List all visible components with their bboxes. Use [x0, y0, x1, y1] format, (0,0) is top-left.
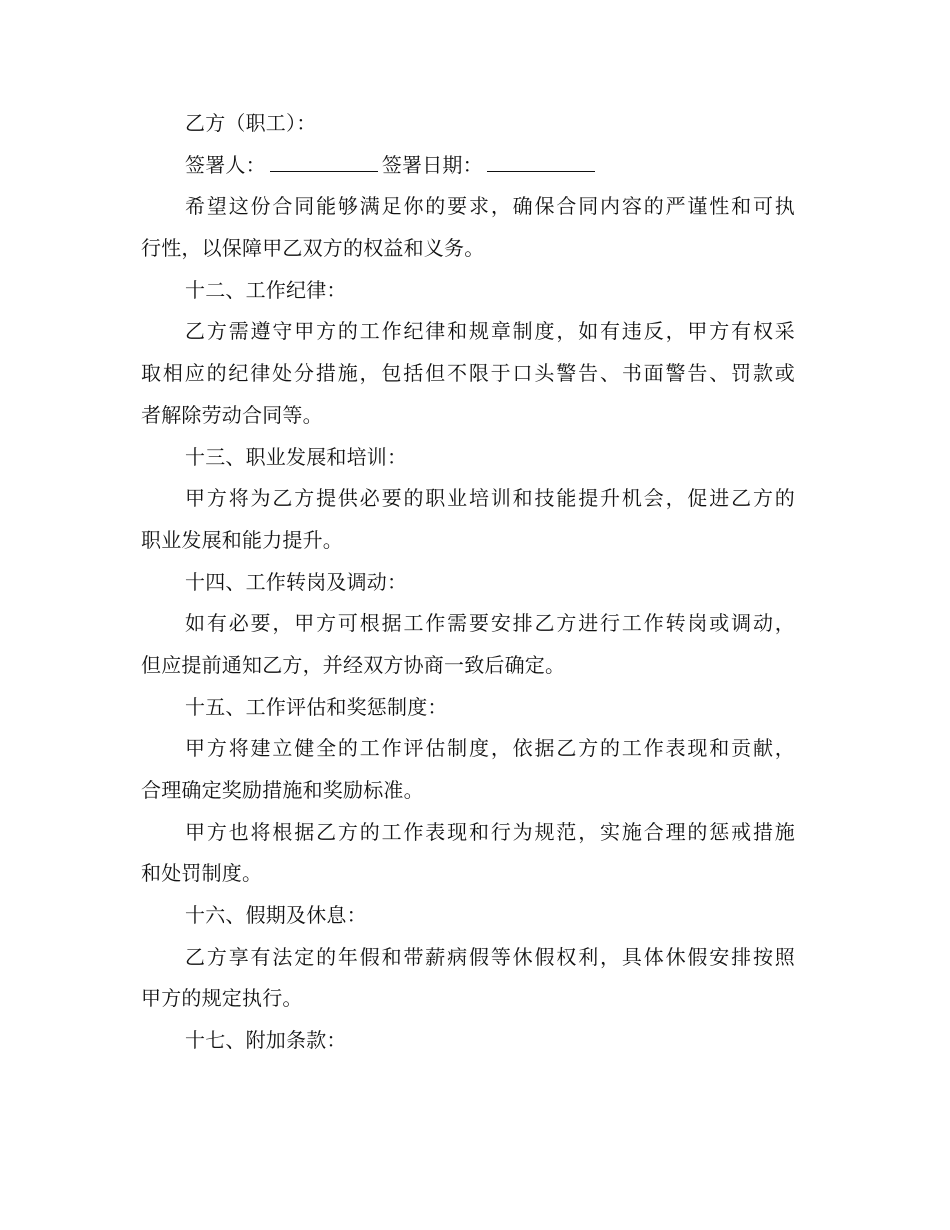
text-line: 如有必要，甲方可根据工作需要安排乙方进行工作转岗或调动， [185, 611, 795, 636]
text-line: 甲方的规定执行。 [141, 986, 303, 1011]
text-line: 甲方将为乙方提供必要的职业培训和技能提升机会，促进乙方的 [185, 486, 795, 511]
text-line: 十四、工作转岗及调动： [185, 569, 408, 594]
text-line: 但应提前通知乙方，并经双方协商一致后确定。 [141, 652, 566, 677]
text-line: 和处罚制度。 [141, 861, 263, 886]
text-line: 者解除劳动合同等。 [141, 402, 323, 427]
text-line: 十六、假期及休息： [185, 903, 367, 928]
document-body [141, 103, 795, 1062]
text-line: 乙方需遵守甲方的工作纪律和规章制度，如有违反，甲方有权采 [185, 319, 795, 344]
signer-blank-field [270, 153, 378, 172]
text-line: 取相应的纪律处分措施，包括但不限于口头警告、书面警告、罚款或 [141, 361, 795, 386]
text-line: 十七、附加条款： [185, 1028, 347, 1053]
text-line: 职业发展和能力提升。 [141, 527, 343, 552]
text-line: 乙方享有法定的年假和带薪病假等休假权利，具体休假安排按照 [185, 944, 795, 969]
text-line: 甲方也将根据乙方的工作表现和行为规范，实施合理的惩戒措施 [185, 819, 795, 844]
text-line: 十三、职业发展和培训： [185, 444, 408, 469]
text-line: 十五、工作评估和奖惩制度： [185, 694, 448, 719]
sign-date-label: 签署日期： [381, 152, 483, 177]
text-line: 乙方（职工）： [185, 111, 317, 135]
text-line: 十二、工作纪律： [185, 277, 347, 302]
sign-date-blank-field [487, 153, 595, 172]
text-line: 甲方将建立健全的工作评估制度，依据乙方的工作表现和贡献， [185, 736, 795, 761]
signer-label: 签署人： [185, 152, 266, 177]
signature-line [141, 145, 795, 187]
text-line: 行性，以保障甲乙双方的权益和义务。 [141, 236, 485, 261]
text-line: 希望这份合同能够满足你的要求，确保合同内容的严谨性和可执 [185, 194, 795, 219]
text-line: 合理确定奖励措施和奖励标准。 [141, 778, 424, 802]
